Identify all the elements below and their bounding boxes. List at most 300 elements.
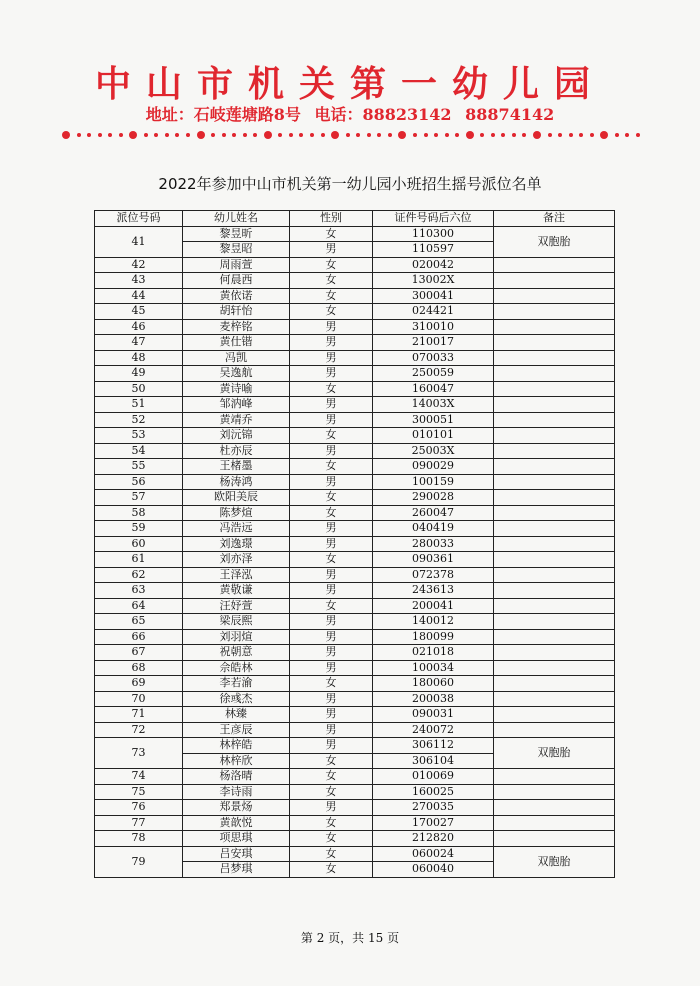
cell-name: 梁辰熙 bbox=[183, 614, 290, 630]
cell-note bbox=[494, 319, 615, 335]
cell-gender: 女 bbox=[290, 784, 373, 800]
cell-id: 010069 bbox=[373, 769, 494, 785]
cell-id: 200041 bbox=[373, 598, 494, 614]
page-footer: 第 2 页，共 15 页 bbox=[300, 931, 400, 945]
cell-gender: 女 bbox=[290, 304, 373, 320]
cell-note bbox=[494, 350, 615, 366]
divider-dot bbox=[434, 133, 438, 137]
cell-note bbox=[494, 722, 615, 738]
cell-id: 090031 bbox=[373, 707, 494, 723]
divider-dot bbox=[346, 133, 350, 137]
cell-note bbox=[494, 552, 615, 568]
cell-name: 黄敬谦 bbox=[183, 583, 290, 599]
cell-note bbox=[494, 366, 615, 382]
divider-dot bbox=[625, 133, 629, 137]
cell-name: 林梓欣 bbox=[183, 753, 290, 769]
table-row bbox=[95, 660, 615, 676]
cell-id: 024421 bbox=[373, 304, 494, 320]
table-row bbox=[95, 397, 615, 413]
cell-id: 25003X bbox=[373, 443, 494, 459]
divider-dot bbox=[445, 133, 449, 137]
cell-id: 060024 bbox=[373, 846, 494, 862]
cell-gender: 女 bbox=[290, 846, 373, 862]
cell-note bbox=[494, 397, 615, 413]
cell-id: 160047 bbox=[373, 381, 494, 397]
table-row bbox=[95, 583, 615, 599]
table-row bbox=[95, 257, 615, 273]
cell-gender: 女 bbox=[290, 490, 373, 506]
dotted-divider bbox=[62, 128, 640, 142]
cell-id: 100159 bbox=[373, 474, 494, 490]
cell-note bbox=[494, 257, 615, 273]
table-row bbox=[95, 691, 615, 707]
cell-note bbox=[494, 474, 615, 490]
cell-id: 100034 bbox=[373, 660, 494, 676]
cell-id: 14003X bbox=[373, 397, 494, 413]
cell-name: 周雨萱 bbox=[183, 257, 290, 273]
cell-gender: 女 bbox=[290, 381, 373, 397]
cell-number: 51 bbox=[95, 397, 183, 413]
cell-name: 冯浩远 bbox=[183, 521, 290, 537]
cell-gender: 女 bbox=[290, 598, 373, 614]
cell-id: 240072 bbox=[373, 722, 494, 738]
cell-gender: 女 bbox=[290, 273, 373, 289]
divider-dot bbox=[356, 133, 360, 137]
cell-note bbox=[494, 614, 615, 630]
cell-gender: 女 bbox=[290, 257, 373, 273]
cell-number: 58 bbox=[95, 505, 183, 521]
table-row bbox=[95, 288, 615, 304]
cell-name: 黎昱昭 bbox=[183, 242, 290, 258]
cell-id: 180060 bbox=[373, 676, 494, 692]
table-row bbox=[95, 722, 615, 738]
cell-note: 双胞胎 bbox=[494, 846, 615, 877]
header-note: 备注 bbox=[494, 211, 615, 227]
divider-dot bbox=[154, 133, 158, 137]
cell-id: 040419 bbox=[373, 521, 494, 537]
divider-dot bbox=[533, 131, 541, 139]
cell-name: 邹汭峰 bbox=[183, 397, 290, 413]
cell-note bbox=[494, 521, 615, 537]
cell-gender: 男 bbox=[290, 722, 373, 738]
table-row bbox=[95, 350, 615, 366]
cell-number: 43 bbox=[95, 273, 183, 289]
cell-name: 黄歆悦 bbox=[183, 815, 290, 831]
cell-gender: 男 bbox=[290, 660, 373, 676]
enrollment-table bbox=[94, 210, 615, 878]
cell-name: 刘亦泽 bbox=[183, 552, 290, 568]
cell-gender: 男 bbox=[290, 474, 373, 490]
divider-dot bbox=[129, 131, 137, 139]
cell-name: 黄靖乔 bbox=[183, 412, 290, 428]
divider-dot bbox=[108, 133, 112, 137]
cell-number: 61 bbox=[95, 552, 183, 568]
cell-gender: 男 bbox=[290, 800, 373, 816]
table-row bbox=[95, 273, 615, 289]
cell-number: 76 bbox=[95, 800, 183, 816]
cell-note bbox=[494, 784, 615, 800]
cell-id: 270035 bbox=[373, 800, 494, 816]
cell-id: 300051 bbox=[373, 412, 494, 428]
cell-note bbox=[494, 273, 615, 289]
divider-dot bbox=[331, 131, 339, 139]
divider-dot bbox=[600, 131, 608, 139]
cell-number: 66 bbox=[95, 629, 183, 645]
phone: 电话：88823142 bbox=[314, 105, 452, 124]
cell-number: 52 bbox=[95, 412, 183, 428]
table-row bbox=[95, 769, 615, 785]
cell-note bbox=[494, 831, 615, 847]
cell-name: 杜亦辰 bbox=[183, 443, 290, 459]
cell-gender: 男 bbox=[290, 738, 373, 754]
document-title: 2022年参加中山市机关第一幼儿园小班招生摇号派位名单 bbox=[158, 175, 542, 193]
divider-dot bbox=[377, 133, 381, 137]
cell-number: 73 bbox=[95, 738, 183, 769]
divider-dot bbox=[144, 133, 148, 137]
table-row bbox=[95, 598, 615, 614]
table-row bbox=[95, 614, 615, 630]
table-row bbox=[95, 707, 615, 723]
table-row bbox=[95, 304, 615, 320]
cell-note bbox=[494, 660, 615, 676]
cell-note bbox=[494, 505, 615, 521]
cell-note bbox=[494, 629, 615, 645]
cell-number: 77 bbox=[95, 815, 183, 831]
divider-dot bbox=[491, 133, 495, 137]
cell-id: 020042 bbox=[373, 257, 494, 273]
cell-number: 70 bbox=[95, 691, 183, 707]
cell-gender: 女 bbox=[290, 769, 373, 785]
divider-dot bbox=[455, 133, 459, 137]
divider-dot bbox=[278, 133, 282, 137]
cell-number: 42 bbox=[95, 257, 183, 273]
cell-gender: 男 bbox=[290, 645, 373, 661]
divider-dot bbox=[321, 133, 325, 137]
divider-dot bbox=[211, 133, 215, 137]
table-row bbox=[95, 412, 615, 428]
cell-number: 62 bbox=[95, 567, 183, 583]
divider-dot bbox=[466, 131, 474, 139]
divider-dot bbox=[636, 133, 640, 137]
cell-number: 75 bbox=[95, 784, 183, 800]
cell-note bbox=[494, 598, 615, 614]
cell-id: 310010 bbox=[373, 319, 494, 335]
divider-dot bbox=[243, 133, 247, 137]
cell-id: 060040 bbox=[373, 862, 494, 878]
table-row bbox=[95, 738, 615, 754]
table-row bbox=[95, 552, 615, 568]
cell-note bbox=[494, 676, 615, 692]
cell-gender: 女 bbox=[290, 815, 373, 831]
table-row bbox=[95, 335, 615, 351]
cell-note bbox=[494, 769, 615, 785]
cell-note bbox=[494, 428, 615, 444]
cell-gender: 女 bbox=[290, 676, 373, 692]
table-row bbox=[95, 226, 615, 242]
cell-gender: 女 bbox=[290, 226, 373, 242]
cell-note bbox=[494, 583, 615, 599]
divider-dot bbox=[480, 133, 484, 137]
divider-dot bbox=[264, 131, 272, 139]
cell-number: 54 bbox=[95, 443, 183, 459]
cell-gender: 男 bbox=[290, 412, 373, 428]
cell-id: 260047 bbox=[373, 505, 494, 521]
cell-note bbox=[494, 443, 615, 459]
table-row bbox=[95, 846, 615, 862]
cell-note bbox=[494, 691, 615, 707]
divider-dot bbox=[87, 133, 91, 137]
cell-number: 53 bbox=[95, 428, 183, 444]
cell-number: 67 bbox=[95, 645, 183, 661]
cell-number: 65 bbox=[95, 614, 183, 630]
cell-number: 69 bbox=[95, 676, 183, 692]
cell-gender: 女 bbox=[290, 862, 373, 878]
cell-number: 56 bbox=[95, 474, 183, 490]
divider-dot bbox=[424, 133, 428, 137]
cell-name: 佘皓林 bbox=[183, 660, 290, 676]
divider-dot bbox=[232, 133, 236, 137]
divider-dot bbox=[569, 133, 573, 137]
cell-number: 48 bbox=[95, 350, 183, 366]
cell-number: 72 bbox=[95, 722, 183, 738]
divider-dot bbox=[522, 133, 526, 137]
table-row bbox=[95, 567, 615, 583]
cell-note bbox=[494, 707, 615, 723]
cell-name: 黄诗喻 bbox=[183, 381, 290, 397]
table-row bbox=[95, 459, 615, 475]
cell-gender: 女 bbox=[290, 831, 373, 847]
cell-id: 306112 bbox=[373, 738, 494, 754]
cell-name: 何晨西 bbox=[183, 273, 290, 289]
cell-note: 双胞胎 bbox=[494, 226, 615, 257]
phone-2: 88874142 bbox=[465, 105, 555, 124]
cell-number: 68 bbox=[95, 660, 183, 676]
divider-dot bbox=[615, 133, 619, 137]
cell-note bbox=[494, 815, 615, 831]
cell-id: 090361 bbox=[373, 552, 494, 568]
divider-dot bbox=[165, 133, 169, 137]
cell-gender: 女 bbox=[290, 459, 373, 475]
cell-number: 60 bbox=[95, 536, 183, 552]
divider-dot bbox=[222, 133, 226, 137]
cell-name: 王楮墨 bbox=[183, 459, 290, 475]
table-header-row bbox=[95, 211, 615, 227]
cell-gender: 男 bbox=[290, 350, 373, 366]
cell-name: 李诗雨 bbox=[183, 784, 290, 800]
cell-gender: 男 bbox=[290, 707, 373, 723]
cell-id: 110597 bbox=[373, 242, 494, 258]
header-name: 幼儿姓名 bbox=[183, 211, 290, 227]
cell-gender: 男 bbox=[290, 521, 373, 537]
divider-dot bbox=[590, 133, 594, 137]
cell-gender: 男 bbox=[290, 614, 373, 630]
cell-gender: 女 bbox=[290, 505, 373, 521]
divider-dot bbox=[501, 133, 505, 137]
cell-name: 项思琪 bbox=[183, 831, 290, 847]
cell-number: 41 bbox=[95, 226, 183, 257]
cell-id: 160025 bbox=[373, 784, 494, 800]
cell-gender: 女 bbox=[290, 288, 373, 304]
table-row bbox=[95, 645, 615, 661]
divider-dot bbox=[367, 133, 371, 137]
cell-note bbox=[494, 381, 615, 397]
cell-id: 170027 bbox=[373, 815, 494, 831]
cell-id: 180099 bbox=[373, 629, 494, 645]
cell-number: 79 bbox=[95, 846, 183, 877]
cell-name: 黄仕锴 bbox=[183, 335, 290, 351]
divider-dot bbox=[77, 133, 81, 137]
cell-id: 280033 bbox=[373, 536, 494, 552]
table-row bbox=[95, 319, 615, 335]
cell-id: 300041 bbox=[373, 288, 494, 304]
cell-number: 55 bbox=[95, 459, 183, 475]
cell-name: 林梓皓 bbox=[183, 738, 290, 754]
cell-gender: 男 bbox=[290, 536, 373, 552]
cell-number: 59 bbox=[95, 521, 183, 537]
header-id: 证件号码后六位 bbox=[373, 211, 494, 227]
cell-note bbox=[494, 335, 615, 351]
cell-note bbox=[494, 304, 615, 320]
cell-id: 210017 bbox=[373, 335, 494, 351]
cell-name: 吕梦琪 bbox=[183, 862, 290, 878]
divider-dot bbox=[299, 133, 303, 137]
cell-gender: 男 bbox=[290, 567, 373, 583]
cell-id: 072378 bbox=[373, 567, 494, 583]
cell-name: 徐彧杰 bbox=[183, 691, 290, 707]
cell-id: 243613 bbox=[373, 583, 494, 599]
divider-dot bbox=[512, 133, 516, 137]
cell-number: 49 bbox=[95, 366, 183, 382]
divider-dot bbox=[548, 133, 552, 137]
cell-number: 78 bbox=[95, 831, 183, 847]
table-row bbox=[95, 381, 615, 397]
cell-name: 祝朝意 bbox=[183, 645, 290, 661]
table-row bbox=[95, 521, 615, 537]
divider-dot bbox=[186, 133, 190, 137]
divider-dot bbox=[310, 133, 314, 137]
cell-name: 杨涛鸿 bbox=[183, 474, 290, 490]
cell-note bbox=[494, 412, 615, 428]
cell-number: 64 bbox=[95, 598, 183, 614]
divider-dot bbox=[413, 133, 417, 137]
cell-number: 45 bbox=[95, 304, 183, 320]
cell-name: 黎昱昕 bbox=[183, 226, 290, 242]
divider-dot bbox=[197, 131, 205, 139]
cell-note bbox=[494, 459, 615, 475]
table-row bbox=[95, 800, 615, 816]
cell-name: 汪妤萱 bbox=[183, 598, 290, 614]
divider-dot bbox=[175, 133, 179, 137]
cell-number: 71 bbox=[95, 707, 183, 723]
cell-id: 306104 bbox=[373, 753, 494, 769]
cell-id: 13002X bbox=[373, 273, 494, 289]
table-row bbox=[95, 831, 615, 847]
cell-gender: 女 bbox=[290, 428, 373, 444]
table-row bbox=[95, 784, 615, 800]
cell-gender: 女 bbox=[290, 753, 373, 769]
cell-gender: 男 bbox=[290, 242, 373, 258]
cell-name: 冯凯 bbox=[183, 350, 290, 366]
cell-note bbox=[494, 567, 615, 583]
cell-gender: 男 bbox=[290, 397, 373, 413]
cell-name: 王泽泓 bbox=[183, 567, 290, 583]
cell-name: 刘羽煊 bbox=[183, 629, 290, 645]
cell-name: 郑景炀 bbox=[183, 800, 290, 816]
cell-name: 林臻 bbox=[183, 707, 290, 723]
cell-note bbox=[494, 288, 615, 304]
cell-note: 双胞胎 bbox=[494, 738, 615, 769]
cell-name: 杨洛晴 bbox=[183, 769, 290, 785]
cell-gender: 男 bbox=[290, 691, 373, 707]
cell-id: 070033 bbox=[373, 350, 494, 366]
table-row bbox=[95, 443, 615, 459]
cell-gender: 男 bbox=[290, 629, 373, 645]
cell-id: 200038 bbox=[373, 691, 494, 707]
cell-name: 胡轩怡 bbox=[183, 304, 290, 320]
divider-dot bbox=[398, 131, 406, 139]
cell-name: 黄依诺 bbox=[183, 288, 290, 304]
cell-name: 王彦辰 bbox=[183, 722, 290, 738]
cell-gender: 女 bbox=[290, 552, 373, 568]
cell-gender: 男 bbox=[290, 319, 373, 335]
table-row bbox=[95, 629, 615, 645]
divider-dot bbox=[558, 133, 562, 137]
cell-id: 021018 bbox=[373, 645, 494, 661]
table-row bbox=[95, 676, 615, 692]
cell-note bbox=[494, 645, 615, 661]
cell-id: 290028 bbox=[373, 490, 494, 506]
address: 地址：石岐莲塘路8号 bbox=[145, 105, 301, 124]
divider-dot bbox=[62, 131, 70, 139]
table-row bbox=[95, 366, 615, 382]
cell-id: 140012 bbox=[373, 614, 494, 630]
cell-number: 57 bbox=[95, 490, 183, 506]
cell-number: 44 bbox=[95, 288, 183, 304]
cell-name: 陈梦煊 bbox=[183, 505, 290, 521]
cell-gender: 男 bbox=[290, 583, 373, 599]
table-row bbox=[95, 428, 615, 444]
divider-dot bbox=[98, 133, 102, 137]
cell-name: 吴逸航 bbox=[183, 366, 290, 382]
cell-note bbox=[494, 536, 615, 552]
table-body bbox=[95, 226, 615, 877]
cell-name: 李若渝 bbox=[183, 676, 290, 692]
cell-name: 麦梓铭 bbox=[183, 319, 290, 335]
cell-number: 74 bbox=[95, 769, 183, 785]
cell-name: 欧阳美辰 bbox=[183, 490, 290, 506]
cell-id: 250059 bbox=[373, 366, 494, 382]
cell-name: 刘逸璟 bbox=[183, 536, 290, 552]
divider-dot bbox=[289, 133, 293, 137]
table-row bbox=[95, 536, 615, 552]
table-row bbox=[95, 490, 615, 506]
cell-id: 212820 bbox=[373, 831, 494, 847]
contact-line bbox=[0, 104, 700, 126]
table-row bbox=[95, 474, 615, 490]
cell-note bbox=[494, 490, 615, 506]
header-gender: 性别 bbox=[290, 211, 373, 227]
cell-gender: 男 bbox=[290, 335, 373, 351]
cell-id: 010101 bbox=[373, 428, 494, 444]
divider-dot bbox=[388, 133, 392, 137]
cell-number: 63 bbox=[95, 583, 183, 599]
cell-number: 50 bbox=[95, 381, 183, 397]
cell-id: 110300 bbox=[373, 226, 494, 242]
cell-name: 刘沅锦 bbox=[183, 428, 290, 444]
cell-name: 吕安琪 bbox=[183, 846, 290, 862]
divider-dot bbox=[579, 133, 583, 137]
cell-gender: 男 bbox=[290, 366, 373, 382]
